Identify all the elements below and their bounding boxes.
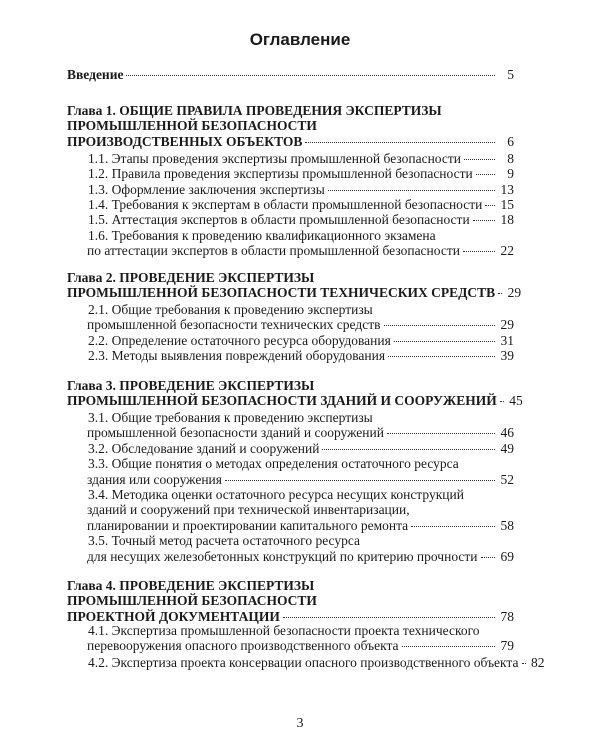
dot-leader [283,617,495,618]
toc-intro-entry[interactable] [67,66,514,83]
dot-leader [498,293,502,294]
dot-leader [225,480,495,481]
toc-section-line[interactable]: 3.4. Методика оценки остаточного ресурса несущих конструкций [88,487,464,502]
toc-chapter-entry[interactable] [67,133,514,150]
dot-leader [411,526,495,527]
toc-section-entry-text: здания или сооружения [87,471,222,487]
toc-section-entry-text: 1.5. Аттестация экспертов в области промышленной безопасности [88,212,470,228]
toc-chapter-line[interactable]: ПРОМЫШЛЕННОЙ БЕЗОПАСНОСТИ [67,593,317,609]
toc-chapter-line[interactable]: Глава 3. ПРОВЕДЕНИЕ ЭКСПЕРТИЗЫ [67,378,315,393]
dot-leader [402,646,495,647]
page-ref: 58 [500,517,514,533]
toc-section-line[interactable]: 3.3. Общие понятия о методах определения остаточного ресурса [88,456,459,472]
toc-section-entry-text: 2.3. Методы выявления повреждений оборудования [88,348,386,364]
toc-section-line[interactable]: 4.1. Экспертиза промышленной безопасности проекта технического [88,623,480,638]
dot-leader [464,159,495,160]
dot-leader [463,251,495,252]
dot-leader [328,190,495,191]
page-ref: 45 [509,393,523,409]
toc-section-line[interactable]: 3.1. Общие требования к проведению экспертизы [88,410,373,425]
toc-chapter-entry[interactable] [67,392,523,409]
toc-section-entry-text: 1.2. Правила проведения экспертизы промышленной безопасности [88,166,473,182]
toc-section-entry-text: перевооружения опасного производственного объекта [87,638,399,654]
page-ref: 13 [500,181,514,197]
toc-chapter-line[interactable]: Глава 4. ПРОВЕДЕНИЕ ЭКСПЕРТИЗЫ [67,578,315,593]
dot-leader [387,433,495,434]
page-ref: 22 [500,243,514,259]
page-ref: 49 [500,440,514,456]
toc-section-entry-text: 1.1. Этапы проведения экспертизы промышленной безопасности [88,150,462,166]
toc-chapter-line[interactable]: Глава 1. ОБЩИЕ ПРАВИЛА ПРОВЕДЕНИЯ ЭКСПЕРТИЗЫ [67,103,442,118]
toc-section-entry-text: 1.4. Требования к экспертам в области промышленной безопасности [88,197,483,212]
dot-leader [322,449,495,450]
toc-chapter-entry-text: ПРОМЫШЛЕННОЙ БЕЗОПАСНОСТИ ЗДАНИЙ И СООРУЖЕНИЙ [67,393,497,409]
toc-chapter-entry[interactable] [67,284,522,301]
toc-section-entry[interactable] [87,548,514,565]
toc-section-entry-text: 3.2. Обследование зданий и сооружений [88,440,320,456]
toc-section-line[interactable]: 1.6. Требования к проведению квалификационного экзамена [88,227,436,243]
toc-section-line[interactable]: 3.5. Точный метод расчета остаточного ресурса [88,533,361,549]
dot-leader [473,220,495,221]
toc-chapter-entry-text: ПРОМЫШЛЕННОЙ БЕЗОПАСНОСТИ ТЕХНИЧЕСКИХ СРЕДСТВ [67,285,496,301]
page-ref: 79 [500,638,514,654]
toc-section-entry[interactable] [87,242,514,259]
page-ref: 78 [500,608,514,624]
dot-leader [388,356,495,357]
toc-chapter-line[interactable]: ПРОМЫШЛЕННОЙ БЕЗОПАСНОСТИ [67,118,317,134]
toc-chapter-entry-text: ПРОЕКТНОЙ ДОКУМЕНТАЦИИ [67,608,280,624]
page-title: Оглавление [249,30,351,49]
toc-chapter-entry-text: ПРОИЗВОДСТВЕННЫХ ОБЪЕКТОВ [67,133,303,149]
page-ref: 31 [500,332,514,348]
page-ref: 69 [500,548,514,564]
toc-section-entry-text: 2.2. Определение остаточного ресурса оборудования [88,332,391,348]
toc-chapter-line[interactable]: Глава 2. ПРОВЕДЕНИЕ ЭКСПЕРТИЗЫ [67,270,315,285]
toc-section-entry-text: для несущих железобетонных конструкций по критерию прочности [87,548,478,564]
toc-section-entry-text: 1.3. Оформление заключения экспертизы [88,181,325,197]
page-ref: 18 [500,212,514,228]
page-ref: 52 [500,471,514,487]
dot-leader [476,174,495,175]
page-ref: 29 [507,285,522,301]
page-ref: 39 [500,348,514,364]
dot-leader [305,142,495,143]
dot-leader [485,205,495,206]
toc-section-entry-text: промышленной безопасности зданий и сооружений [87,425,384,441]
page-ref: 6 [507,133,514,149]
toc-section-entry[interactable] [88,347,514,364]
page-ref: 29 [500,317,514,333]
toc-section-entry[interactable] [88,654,545,671]
toc-intro-entry-text: Введение [67,67,124,82]
page-ref: 46 [500,425,514,441]
dot-leader [522,663,526,664]
dot-leader [481,557,495,558]
toc-section-entry-text: промышленной безопасности технических средств [87,317,381,333]
toc-section-entry[interactable] [87,637,514,654]
toc-section-line[interactable]: 2.1. Общие требования к проведению экспертизы [88,302,373,317]
toc-section-entry-text: планировании и проектировании капитального ремонта [87,517,409,533]
page-ref: 82 [531,655,545,670]
toc-section-entry-text: по аттестации экспертов в области промышленной безопасности [87,243,460,259]
dot-leader [126,75,495,76]
page-ref: 8 [507,150,514,166]
page-ref: 9 [507,166,514,182]
dot-leader [384,325,496,326]
page-ref: 5 [507,67,514,82]
toc-section-entry-text: 4.2. Экспертиза проекта консервации опасного производственного объекта [88,655,519,670]
toc-section-line[interactable]: зданий и сооружений при технической инвентаризации, [87,502,410,518]
page-number: 3 [296,716,304,731]
dot-leader [394,341,495,342]
dot-leader [500,401,504,402]
page-ref: 15 [500,197,514,212]
